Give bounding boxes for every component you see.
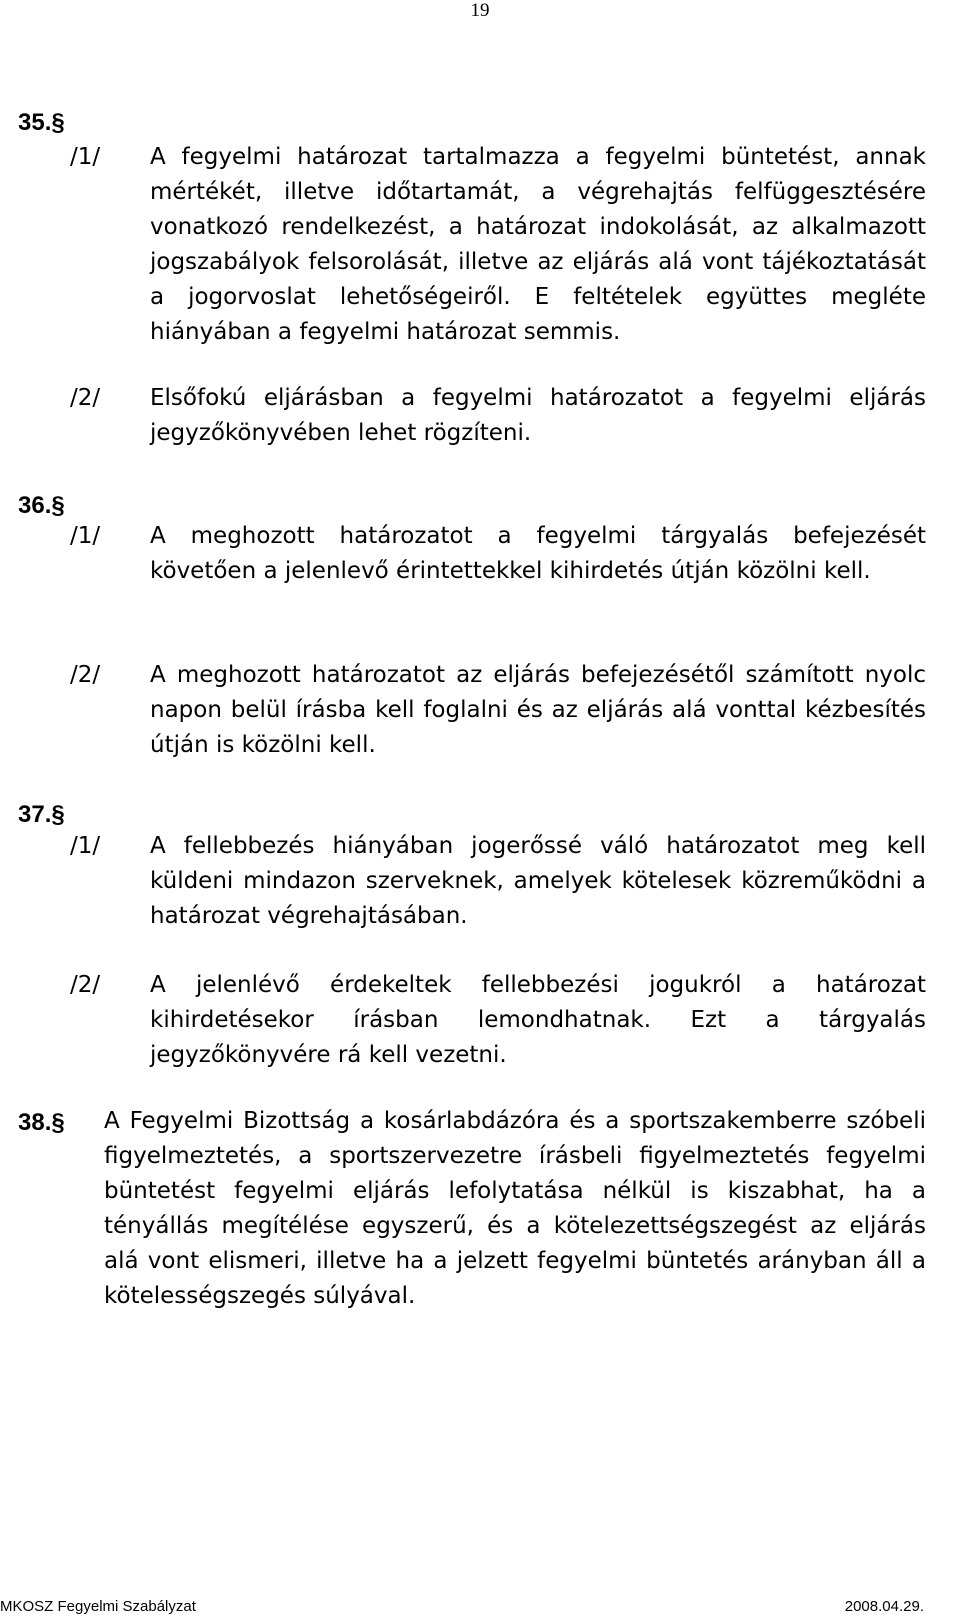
paragraph-number: /2/	[70, 972, 101, 998]
paragraph-text: A meghozott határozatot az eljárás befejezésétől számított nyolc napon belül írásba kell foglalni és az eljárás alá vonttal kézbesítés útján is közölni kell.	[150, 662, 926, 758]
paragraph-text: A fegyelmi határozat tartalmazza a fegyelmi büntetést, annak mértékét, illetve időtartamát, a végrehajtás felfüggesztésére vonatkozó rendelkezést, a határozat indokolását, az alkalmazott jogszabályok felsorolását, illetve az eljárás alá vont tájékoztatását a jogorvoslat lehetőségeiről. E feltételek együttes megléte hiányában a fegyelmi határozat semmis.	[150, 144, 926, 345]
paragraph-number: /1/	[70, 523, 101, 549]
section-heading-35: 35.§	[18, 109, 65, 136]
paragraph-text: A fellebbezés hiányában jogerőssé váló határozatot meg kell küldeni mindazon szerveknek, amelyek kötelesek közreműködni a határozat végrehajtásában.	[150, 833, 926, 929]
section-heading-38: 38.§	[18, 1109, 65, 1136]
paragraph-text: A meghozott határozatot a fegyelmi tárgyalás befejezését követően a jelenlevő érintettekkel kihirdetés útján közölni kell.	[150, 523, 926, 584]
paragraph-number: /1/	[70, 833, 101, 859]
footer-date: 2008.04.29.	[844, 1598, 924, 1615]
section-heading-37: 37.§	[18, 801, 65, 828]
paragraph-number: /1/	[70, 144, 101, 170]
footer-title: MKOSZ Fegyelmi Szabályzat	[0, 1598, 196, 1615]
paragraph-number: /2/	[70, 385, 101, 411]
paragraph-text: Elsőfokú eljárásban a fegyelmi határozatot a fegyelmi eljárás jegyzőkönyvében lehet rögzíteni.	[150, 385, 926, 446]
section-heading-36: 36.§	[18, 492, 65, 519]
section-text-38: A Fegyelmi Bizottság a kosárlabdázóra és a sportszakemberre szóbeli figyelmeztetés, a sportszervezetre írásbeli figyelmeztetés fegyelmi büntetést fegyelmi eljárás lefolytatása nélkül is kiszabhat, ha a tényállás megítélése egyszerű, és a kötelezettségszegést az eljárás alá vont elismeri, illetve ha a jelzett fegyelmi büntetés arányban áll a kötelességszegés súlyával.	[104, 1108, 926, 1309]
paragraph-text: A jelenlévő érdekeltek fellebbezési jogukról a határozat kihirdetésekor írásban lemondhatnak. Ezt a tárgyalás jegyzőkönyvére rá kell vezetni.	[150, 972, 926, 1068]
paragraph-number: /2/	[70, 662, 101, 688]
page-number: 19	[470, 0, 490, 21]
